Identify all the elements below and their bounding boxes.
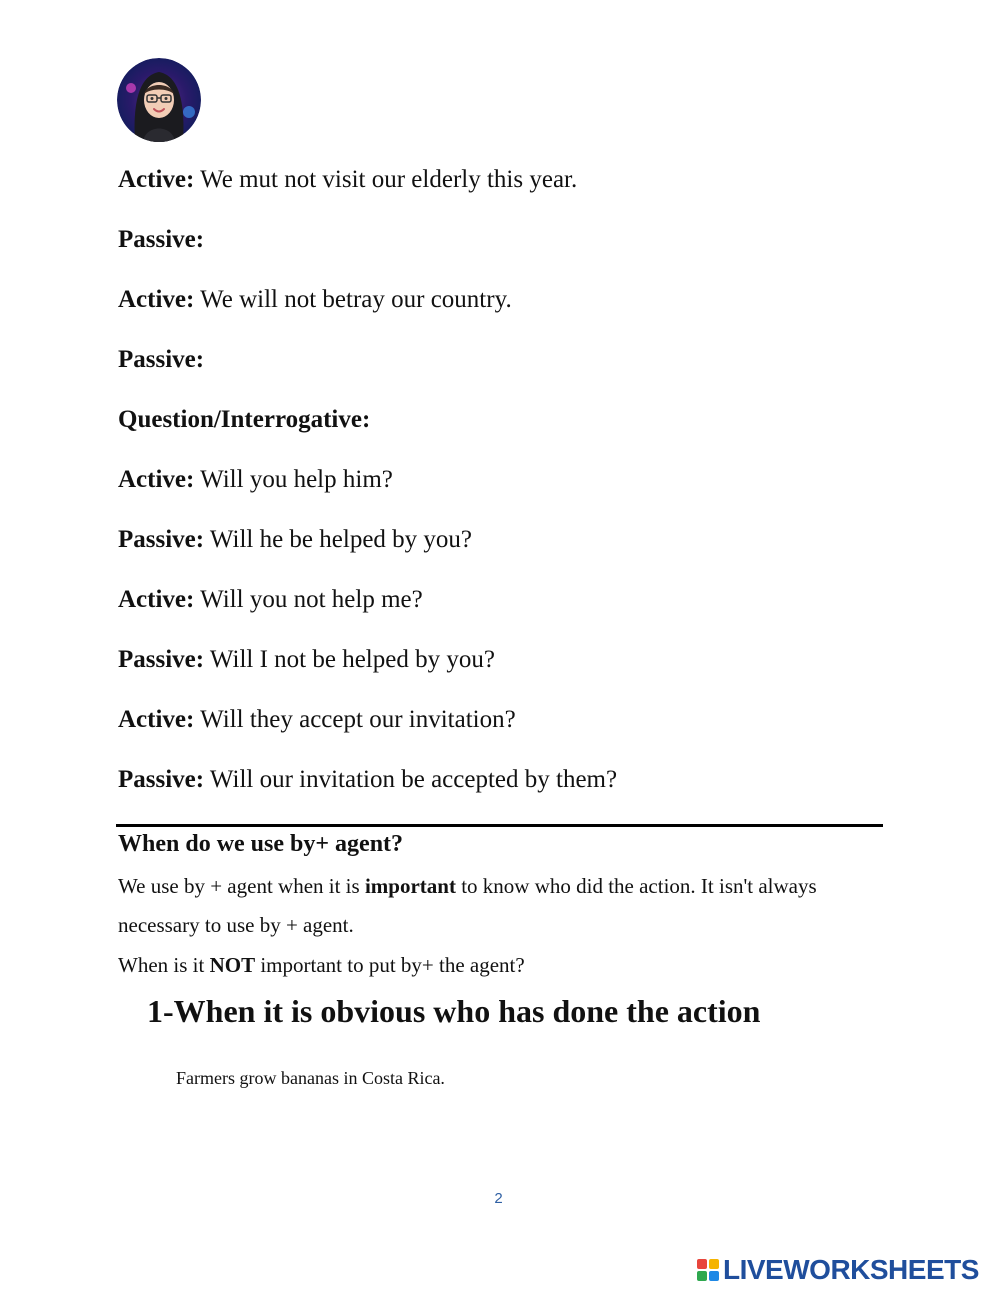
paragraph-text: We use by + agent when it is bbox=[118, 874, 365, 898]
line-label: Active: bbox=[118, 466, 195, 493]
line-label: Passive: bbox=[118, 646, 205, 673]
example-sentence: Farmers grow bananas in Costa Rica. bbox=[176, 1068, 445, 1088]
sentence-line bbox=[118, 465, 393, 495]
line-label: Passive: bbox=[118, 346, 205, 373]
paragraph bbox=[118, 873, 817, 899]
liveworksheets-icon bbox=[697, 1259, 719, 1281]
line-label: Active: bbox=[118, 706, 195, 733]
paragraph-bold: NOT bbox=[209, 953, 256, 977]
line-label: Active: bbox=[118, 286, 195, 313]
paragraph-text: to know who did the action. It isn't always bbox=[455, 874, 817, 898]
line-label: Passive: bbox=[118, 526, 205, 553]
line-label: Active: bbox=[118, 166, 195, 193]
paragraph: necessary to use by + agent. bbox=[118, 913, 354, 937]
sentence-line bbox=[118, 165, 577, 195]
sentence-line bbox=[118, 525, 472, 555]
logo-square bbox=[697, 1271, 707, 1281]
logo-square bbox=[709, 1259, 719, 1269]
sentence-line bbox=[118, 765, 617, 795]
line-text: Will they accept our invitation? bbox=[194, 706, 516, 733]
brand-name: LIVEWORKSHEETS bbox=[723, 1254, 979, 1285]
paragraph-text: When is it bbox=[118, 953, 210, 977]
sentence-line bbox=[118, 345, 204, 375]
line-text: Will he be helped by you? bbox=[204, 526, 473, 553]
line-label: Passive: bbox=[118, 766, 205, 793]
sentence-line bbox=[118, 705, 516, 735]
logo-square bbox=[709, 1271, 719, 1281]
liveworksheets-logo bbox=[697, 1255, 979, 1285]
avatar bbox=[117, 58, 201, 142]
section-divider bbox=[116, 824, 883, 827]
section-heading: When do we use by+ agent? bbox=[118, 831, 404, 857]
line-text: Will our invitation be accepted by them? bbox=[204, 766, 618, 793]
line-text: Will you not help me? bbox=[194, 586, 423, 613]
page-number: 2 bbox=[494, 1190, 503, 1207]
line-text: Will you help him? bbox=[194, 466, 393, 493]
sentence-line bbox=[118, 285, 512, 315]
line-text: We will not betray our country. bbox=[194, 286, 512, 313]
line-label: Passive: bbox=[118, 226, 205, 253]
logo-square bbox=[697, 1259, 707, 1269]
line-text: Will I not be helped by you? bbox=[204, 646, 495, 673]
line-label: Active: bbox=[118, 586, 195, 613]
sentence-line bbox=[118, 585, 423, 615]
paragraph bbox=[118, 952, 525, 978]
paragraph-text: important to put by+ the agent? bbox=[255, 953, 525, 977]
section-label bbox=[118, 405, 370, 435]
line-label: Question/Interrogative: bbox=[118, 406, 371, 433]
paragraph-bold: important bbox=[364, 874, 456, 898]
sentence-line bbox=[118, 645, 495, 675]
sentence-line bbox=[118, 225, 204, 255]
line-text: We mut not visit our elderly this year. bbox=[194, 166, 578, 193]
rule-heading: 1-When it is obvious who has done the action bbox=[147, 993, 761, 1029]
